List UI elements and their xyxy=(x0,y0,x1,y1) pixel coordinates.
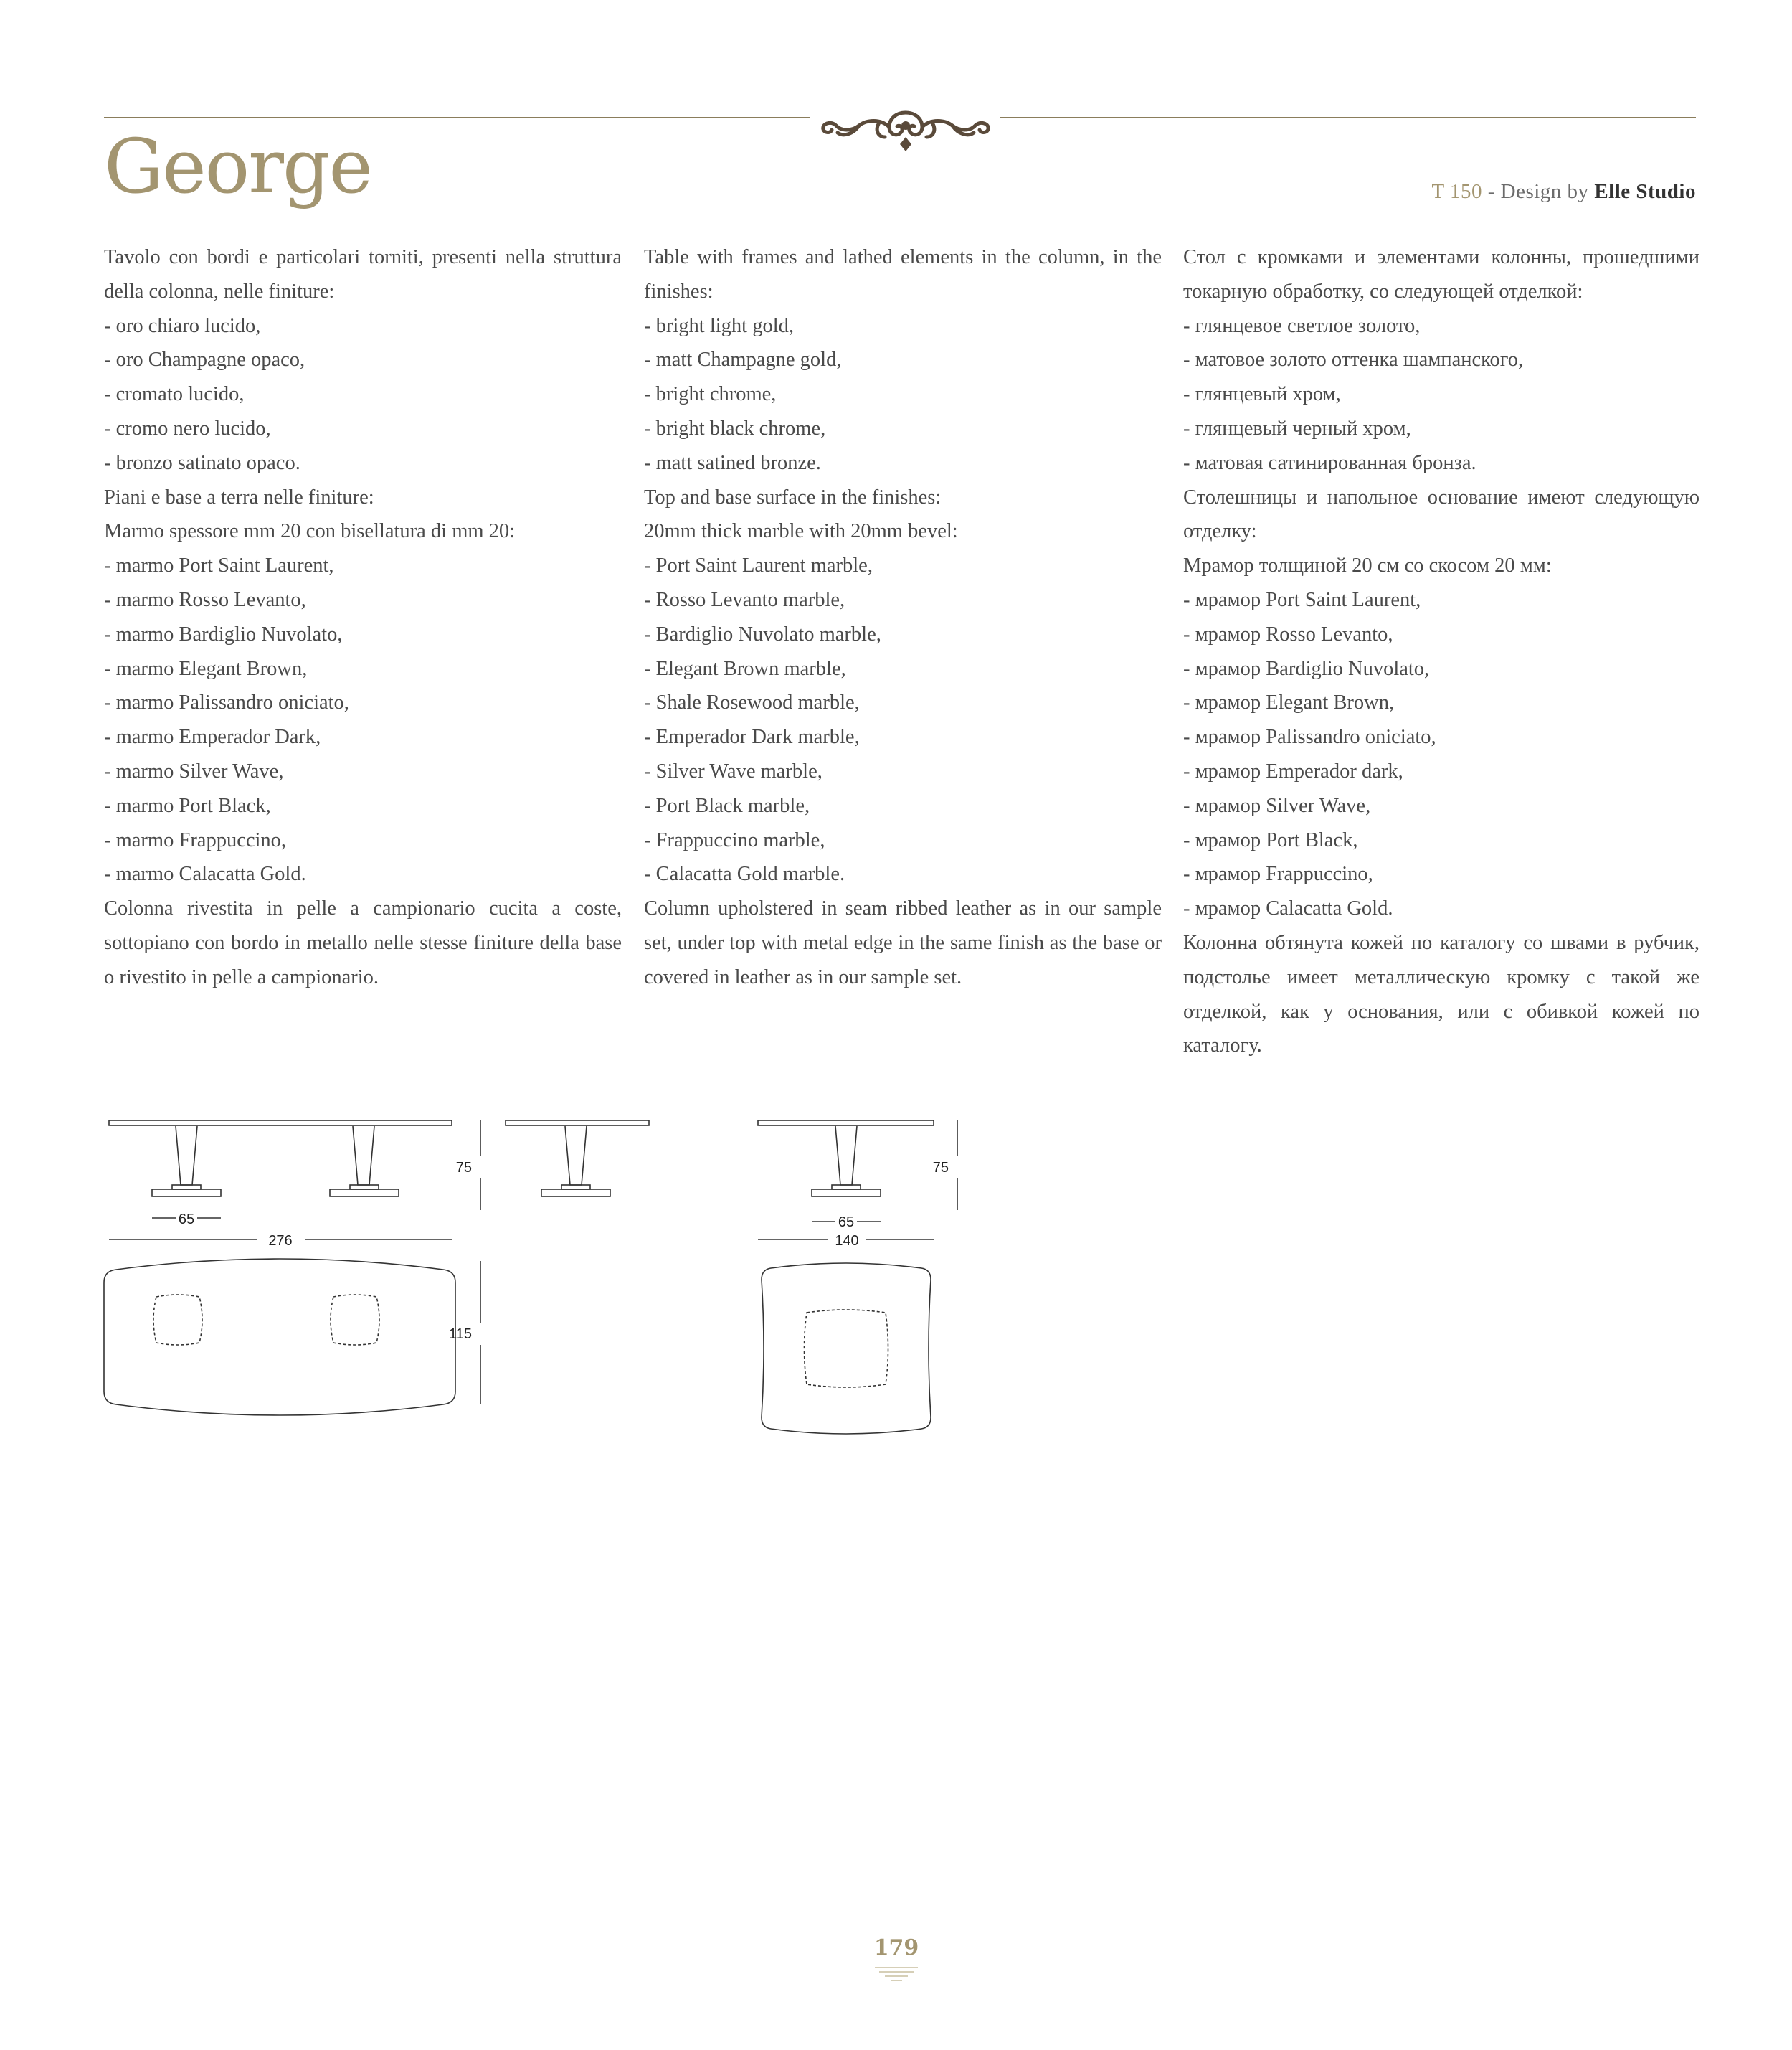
product-title: George xyxy=(104,123,372,210)
page-number-ornament-icon xyxy=(875,1965,918,1983)
header-rule-left xyxy=(104,117,810,118)
list-item: - Port Black marble, xyxy=(644,794,810,817)
list-item: - Emperador Dark marble, xyxy=(644,726,860,749)
list-item: - Shale Rosewood marble, xyxy=(644,691,860,714)
list-item: - мрамор Rosso Levanto, xyxy=(1183,623,1393,646)
large-table-length-label: 276 xyxy=(268,1233,293,1249)
paragraph: Colonna rivestita in pelle a campionario cucita a coste, sottopiano con bordo in metallo nelle stesse finiture della base o rivestito in pelle a campionario. xyxy=(104,897,622,988)
description-russian xyxy=(1183,240,1699,1063)
list-item: Top and base surface in the finishes: xyxy=(644,486,942,509)
list-item: - Silver Wave marble, xyxy=(644,760,822,783)
square-table-base-label: 65 xyxy=(838,1214,855,1230)
list-item: - cromato lucido, xyxy=(104,383,245,406)
list-item: - мрамор Palissandro oniciato, xyxy=(1183,726,1436,749)
paragraph: Стол с кромками и элементами колонны, прошедшими токарную обработку, со следующей отделкой: xyxy=(1183,246,1699,303)
list-item: 20mm thick marble with 20mm bevel: xyxy=(644,520,958,543)
list-item: - bright light gold, xyxy=(644,314,794,337)
large-table-base-label: 65 xyxy=(178,1211,195,1227)
list-item: - Bardiglio Nuvolato marble, xyxy=(644,623,881,646)
product-code: T 150 xyxy=(1431,180,1482,203)
page-number: 179 xyxy=(873,1935,919,1960)
list-item: - глянцевое светлое золото, xyxy=(1183,314,1421,337)
paragraph xyxy=(1183,309,1699,481)
list-item: - marmo Silver Wave, xyxy=(104,760,284,783)
list-item: - oro chiaro lucido, xyxy=(104,314,261,337)
paragraph: Столешницы и напольное основание имеют следующую отделку: xyxy=(1183,486,1699,543)
list-item: - матовая сатинированная бронза. xyxy=(1183,451,1476,474)
list-item: - Frappuccino marble, xyxy=(644,828,825,851)
product-subtitle xyxy=(1432,180,1696,204)
list-item: - marmo Port Black, xyxy=(104,794,271,817)
list-item: - bronzo satinato opaco. xyxy=(104,451,300,474)
header-rule-right xyxy=(1000,117,1696,118)
paragraph: Колонна обтянута кожей по каталогу со швами в рубчик, подстолье имеет металлическую кромку с такой же отделкой, как у основания, или с обивкой кожей по каталогу. xyxy=(1183,931,1699,1057)
large-table-side-view xyxy=(109,1120,480,1210)
large-table-end-view xyxy=(506,1120,649,1196)
list-item: - marmo Frappuccino, xyxy=(104,828,287,851)
list-item: - bright chrome, xyxy=(644,383,777,406)
list-item: - marmo Rosso Levanto, xyxy=(104,588,306,611)
list-item: - matt Champagne gold, xyxy=(644,349,842,372)
paragraph: Column upholstered in seam ribbed leather as in our sample set, under top with metal edge in the same finish as the base or covered in leather as in our sample set. xyxy=(644,897,1162,988)
paragraph: Tavolo con bordi e particolari torniti, presenti nella struttura della colonna, nelle finiture: xyxy=(104,246,622,303)
list-item: - marmo Elegant Brown, xyxy=(104,657,308,680)
list-item: Piani e base a terra nelle finiture: xyxy=(104,486,374,509)
paragraph xyxy=(104,309,622,892)
list-item: - Elegant Brown marble, xyxy=(644,657,846,680)
list-item: - marmo Palissandro oniciato, xyxy=(104,691,349,714)
list-item: - мрамор Silver Wave, xyxy=(1183,794,1371,817)
scroll-ornament-icon xyxy=(809,104,1002,161)
square-table-height-label: 75 xyxy=(932,1160,949,1176)
design-by-label: Design by xyxy=(1500,180,1595,203)
list-item: - matt satined bronze. xyxy=(644,451,821,474)
studio-name: Elle Studio xyxy=(1594,180,1696,203)
list-item: - мрамор Frappuccino, xyxy=(1183,863,1373,886)
list-item: - мрамор Bardiglio Nuvolato, xyxy=(1183,657,1430,680)
large-table-width-label: 115 xyxy=(449,1326,472,1342)
list-item: - мрамор Calacatta Gold. xyxy=(1183,897,1393,920)
large-table-height-label: 75 xyxy=(455,1160,472,1176)
list-item: - мрамор Emperador dark, xyxy=(1183,760,1403,783)
subtitle-separator: - xyxy=(1482,180,1501,203)
description-italian xyxy=(104,240,622,995)
technical-drawings xyxy=(100,1105,990,1449)
list-item: - bright black chrome, xyxy=(644,417,826,440)
list-item: - marmo Emperador Dark, xyxy=(104,726,321,749)
list-item: - матовое золото оттенка шампанского, xyxy=(1183,349,1524,372)
large-table-top-view xyxy=(104,1259,455,1415)
square-table-length-label: 140 xyxy=(835,1233,859,1249)
list-item: - мрамор Elegant Brown, xyxy=(1183,691,1395,714)
list-item: - marmo Calacatta Gold. xyxy=(104,863,306,886)
list-item: - Calacatta Gold marble. xyxy=(644,863,845,886)
list-item: - мрамор Port Saint Laurent, xyxy=(1183,588,1421,611)
list-item: - oro Champagne opaco, xyxy=(104,349,305,372)
square-table-top-view xyxy=(762,1263,931,1434)
list-item: - marmo Bardiglio Nuvolato, xyxy=(104,623,343,646)
description-english xyxy=(644,240,1162,995)
list-item: - Port Saint Laurent marble, xyxy=(644,554,873,577)
list-item: - cromo nero lucido, xyxy=(104,417,271,440)
list-item: - мрамор Port Black, xyxy=(1183,828,1358,851)
paragraph xyxy=(644,309,1162,892)
list-item: - глянцевый черный хром, xyxy=(1183,417,1411,440)
large-table-dimension-lines xyxy=(109,1218,480,1404)
list-item: Marmo spessore mm 20 con bisellatura di mm 20: xyxy=(104,520,516,543)
paragraph xyxy=(1183,549,1699,926)
paragraph: Table with frames and lathed elements in the column, in the finishes: xyxy=(644,246,1162,303)
square-table-side-view xyxy=(758,1120,957,1210)
list-item: Мрамор толщиной 20 см со скосом 20 мм: xyxy=(1183,554,1552,577)
list-item: - marmo Port Saint Laurent, xyxy=(104,554,334,577)
list-item: - глянцевый хром, xyxy=(1183,383,1341,406)
list-item: - Rosso Levanto marble, xyxy=(644,588,845,611)
